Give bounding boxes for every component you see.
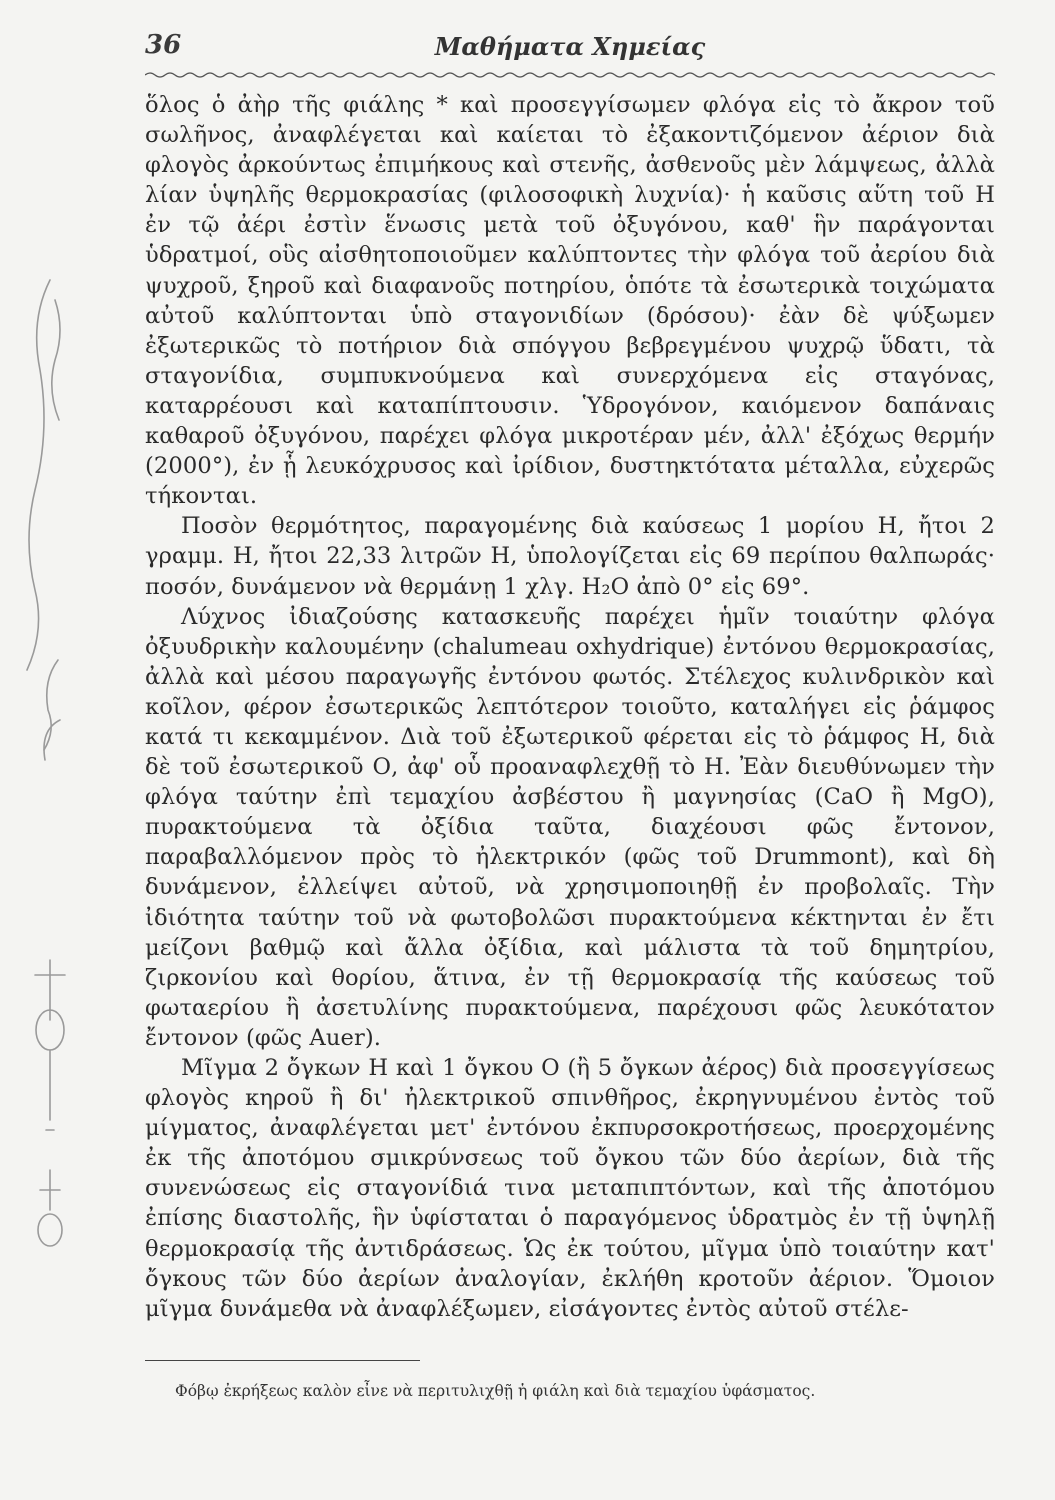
footnote-rule: [145, 1360, 420, 1361]
header-wavy-rule: [145, 70, 995, 80]
paragraph: Μῖγμα 2 ὄγκων Η καὶ 1 ὄγκου Ο (ἢ 5 ὄγκων ἀέρος) διὰ προσεγγίσεως φλογὸς κηροῦ ἢ δι' ἠλεκτρικοῦ σπινθῆρος, ἐκρηγνυμένου ἐντὸς τοῦ μίγματος, ἀναφλέγεται μετ' ἐντόνου ἐκπυρσοκροτήσεως, προερχομένης ἐκ τῆς ἀποτόμου σμικρύνσεως τοῦ ὄγκου τῶν δύο ἀερίων, διὰ τῆς συνενώσεως εἰς σταγονίδιά τινα μεταπιπτόντων, καὶ τῆς ἀποτόμου ἐπίσης διαστολῆς, ἣν ὑφίσταται ὁ παραγόμενος ὑδρατμὸς ἐν τῇ ὑψηλῇ θερμοκρασίᾳ τῆς ἀντιδράσεως. Ὡς ἐκ τούτου, μῖγμα ὑπὸ τοιαύτην κατ' ὄγκους τῶν δύο ἀερίων ἀναλογίαν, ἐκλήθη κροτοῦν ἀέριον. Ὅμοιον μῖγμα δυνάμεθα νὰ ἀναφλέξωμεν, εἰσάγοντες ἐντὸς αὐτοῦ στέλε-: [145, 1055, 995, 1322]
paragraph: ὅλος ὁ ἀὴρ τῆς φιάλης * καὶ προσεγγίσωμεν φλόγα εἰς τὸ ἄκρον τοῦ σωλῆνος, ἀναφλέγεται καὶ καίεται τὸ ἐξακοντιζόμενον ἀέριον διὰ φλογὸς ἀρκούντως ἐπιμήκους καὶ στενῆς, ἀσθενοῦς μὲν λάμψεως, ἀλλὰ λίαν ὑψηλῆς θερμοκρασίας (φιλοσοφικὴ λυχνία)· ἡ καῦσις αὕτη τοῦ Η ἐν τῷ ἀέρι ἐστὶν ἕνωσις μετὰ τοῦ ὀξυγόνου, καθ' ἣν παράγονται ὑδρατμοί, οὓς αἰσθητοποιοῦμεν καλύπτοντες τὴν φλόγα τοῦ ἀερίου διὰ ψυχροῦ, ξηροῦ καὶ διαφανοῦς ποτηρίου, ὁπότε τὰ ἐσωτερικὰ τοιχώματα αὐτοῦ καλύπτονται ὑπὸ σταγονιδίων (δρόσου)· ἐὰν δὲ ψύξωμεν ἐξωτερικῶς τὸ ποτήριον διὰ σπόγγου βεβρεγμένου ψυχρῷ ὕδατι, τὰ σταγονίδια, συμπυκνούμενα καὶ συνερχόμενα εἰς σταγόνας, καταρρέουσι καὶ καταπίπτουσιν. Ὑδρογόνον, καιόμενον δαπάναις καθαροῦ ὀξυγόνου, παρέχει φλόγα μικροτέραν μέν, ἀλλ' ἐξόχως θερμήν (2000°), ἐν ᾗ λευκόχρυσος καὶ ἰρίδιον, δυστηκτότατα μέταλλα, εὐχερῶς τήκονται.: [145, 92, 995, 510]
footnote: Φόβῳ ἐκρήξεως καλὸν εἶνε νὰ περιτυλιχθῇ ἡ φιάλη καὶ διὰ τεμαχίου ὑφάσματος.: [175, 1382, 816, 1400]
pencil-margin-note: [20, 240, 80, 1330]
paragraph: Ποσὸν θερμότητος, παραγομένης διὰ καύσεως 1 μορίου Η, ἤτοι 2 γραμμ. Η, ἤτοι 22,33 λιτρῶν Η, ὑπολογίζεται εἰς 69 περίπου θαλπωράς· ποσόν, δυνάμενον νὰ θερμάνῃ 1 χλγ. H₂O ἀπὸ 0° εἰς 69°.: [145, 513, 995, 600]
running-title: Μαθήματα Χημείας: [434, 32, 706, 61]
page-header: [145, 30, 995, 70]
body-text: [145, 90, 995, 1324]
page-number: 36: [145, 30, 182, 60]
paragraph: Λύχνος ἰδιαζούσης κατασκευῆς παρέχει ἡμῖν τοιαύτην φλόγα ὀξυυδρικὴν καλουμένην (chalumeau oxhydrique) ἐντόνου θερμοκρασίας, ἀλλὰ καὶ μέσου παραγωγῆς ἐντόνου φωτός. Στέλεχος κυλινδρικὸν καὶ κοῖλον, φέρον ἐσωτερικῶς λεπτότερον τοιοῦτο, καταλήγει εἰς ῥάμφος κατά τι κεκαμμένον. Διὰ τοῦ ἐξωτερικοῦ φέρεται εἰς τὸ ῥάμφος Η, διὰ δὲ τοῦ ἐσωτερικοῦ Ο, ἀφ' οὗ προαναφλεχθῇ τὸ Η. Ἐὰν διευθύνωμεν τὴν φλόγα ταύτην ἐπὶ τεμαχίου ἀσβέστου ἢ μαγνησίας (CaO ἢ MgO), πυρακτούμενα τὰ ὀξίδια ταῦτα, διαχέουσι φῶς ἔντονον, παραβαλλόμενον πρὸς τὸ ἠλεκτρικόν (φῶς τοῦ Drummont), καὶ δὴ δυνάμενον, ἐλλείψει αὐτοῦ, νὰ χρησιμοποιηθῇ ἐν προβολαῖς. Τὴν ἰδιότητα ταύτην τοῦ νὰ φωτοβολῶσι πυρακτούμενα κέκτηνται ἐν ἔτι μείζονι βαθμῷ καὶ ἄλλα ὀξίδια, καὶ μάλιστα τὰ τοῦ δημητρίου, ζιρκονίου καὶ θορίου, ἅτινα, ἐν τῇ θερμοκρασίᾳ τῆς καύσεως τοῦ φωταερίου ἢ ἀσετυλίνης πυρακτούμενα, παρέχουσι φῶς λευκότατον ἔντονον (φῶς Auer).: [145, 603, 995, 1051]
pencil-sketch: [20, 240, 80, 1330]
